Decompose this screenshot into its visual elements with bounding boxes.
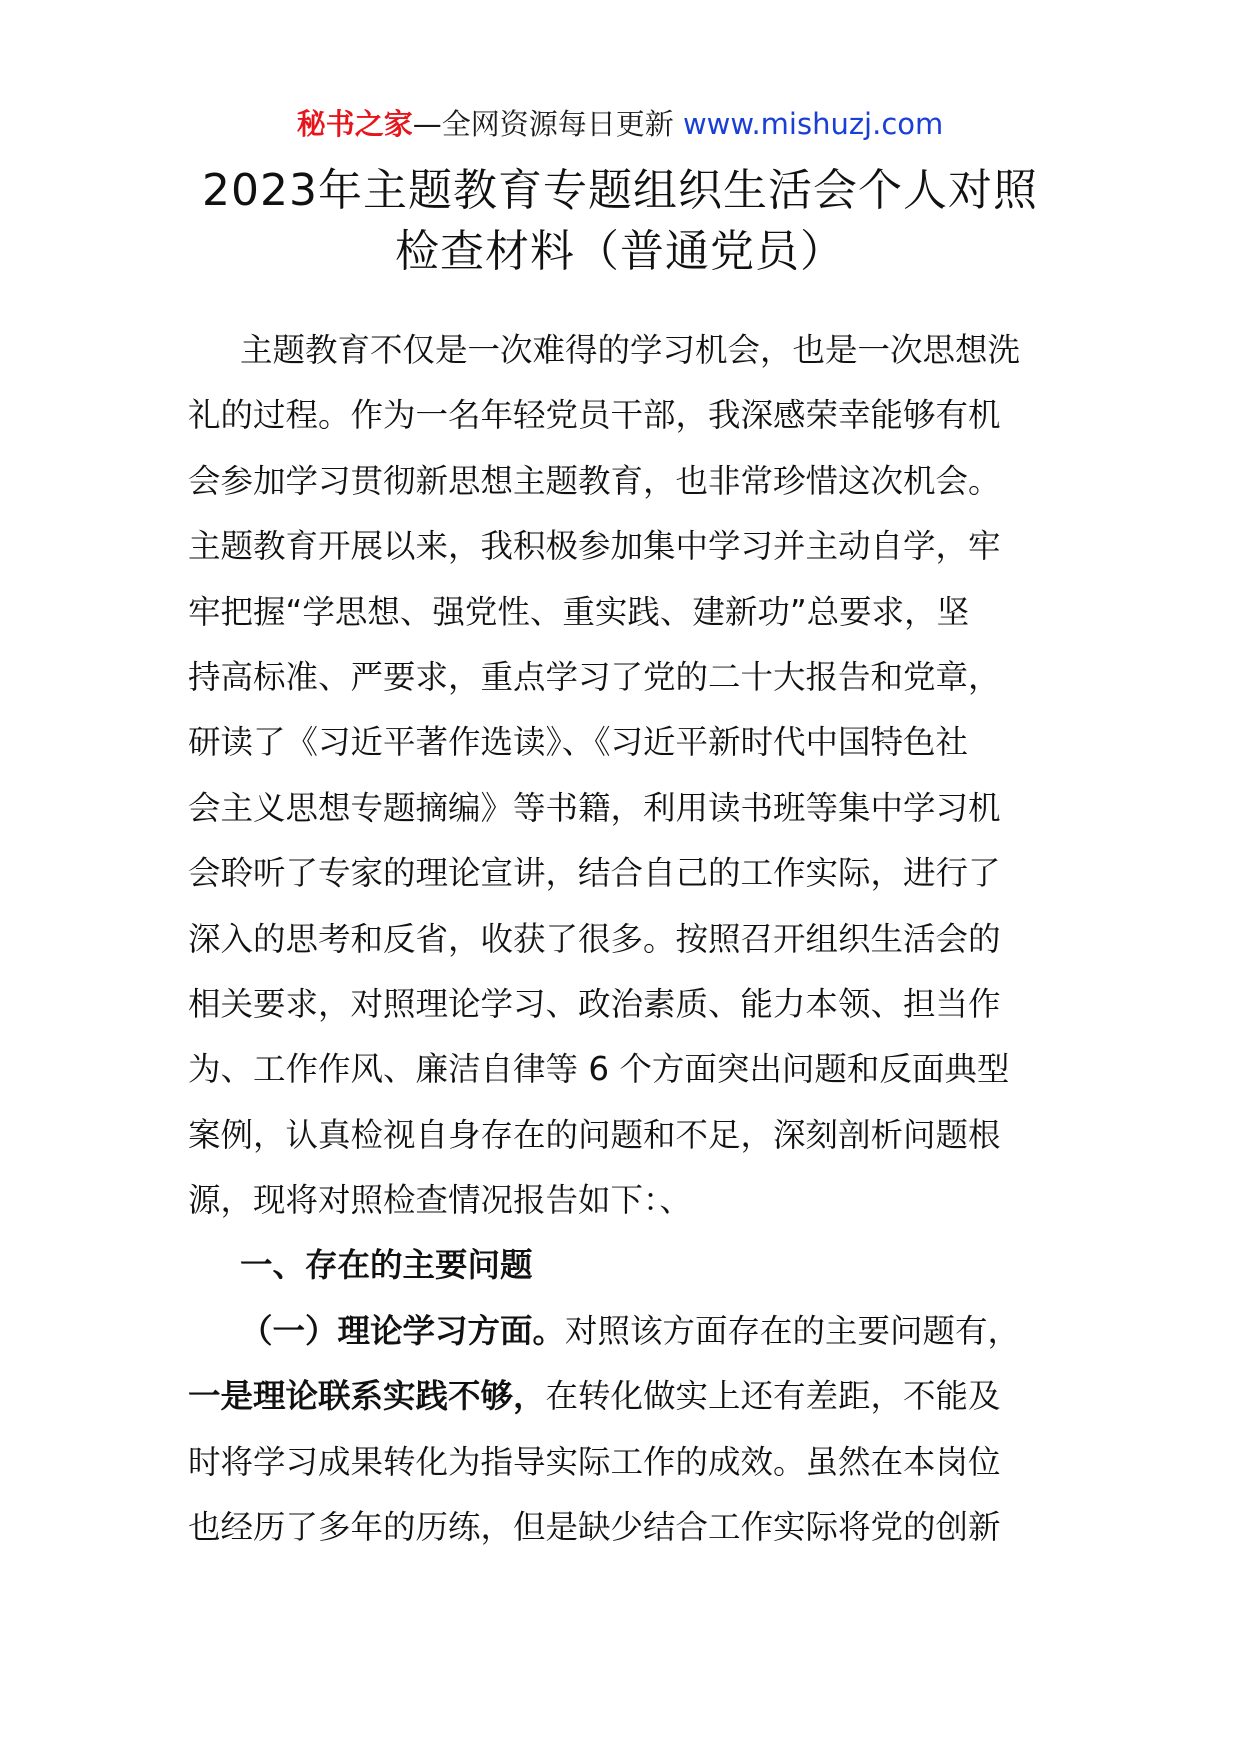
intro-line: 会主义思想专题摘编》等书籍，利用读书班等集中学习机 xyxy=(188,788,1001,827)
section-heading: 一、存在的主要问题 xyxy=(240,1246,533,1285)
intro-line: 为、工作作风、廉洁自律等 6 个方面突出问题和反面典型 xyxy=(188,1050,1010,1089)
subsection-heading: （一）理论学习方面。 xyxy=(240,1311,566,1350)
body-line: 时将学习成果转化为指导实际工作的成效。虽然在本岗位 xyxy=(188,1442,1001,1481)
body-line: 也经历了多年的历练，但是缺少结合工作实际将党的创新 xyxy=(188,1508,1001,1547)
subsection-paragraph xyxy=(188,1299,1054,1364)
document-title xyxy=(150,160,1090,282)
intro-line: 相关要求，对照理论学习、政治素质、能力本领、担当作 xyxy=(188,984,1001,1023)
site-header xyxy=(0,104,1240,144)
intro-line: 源，现将对照检查情况报告如下：、 xyxy=(188,1181,692,1220)
intro-line: 主题教育开展以来，我积极参加集中学习并主动自学，牢 xyxy=(188,527,1001,566)
intro-line: 牢把握“学思想、强党性、重实践、建新功”总要求，坚 xyxy=(188,592,970,631)
site-tagline: —全网资源每日更新 xyxy=(412,107,683,141)
intro-line: 主题教育不仅是一次难得的学习机会，也是一次思想洗 xyxy=(240,331,1021,369)
intro-line: 案例，认真检视自身存在的问题和不足，深刻剖析问题根 xyxy=(188,1115,1001,1154)
intro-line: 会聆听了专家的理论宣讲，结合自己的工作实际，进行了 xyxy=(188,854,1001,893)
site-brand: 秘书之家 xyxy=(296,107,413,141)
intro-line: 持高标准、严要求，重点学习了党的二十大报告和党章， xyxy=(188,657,1001,696)
site-url-link[interactable]: www.mishuzj.com xyxy=(682,107,944,141)
document-body xyxy=(188,318,1054,1560)
intro-line: 深入的思考和反省，收获了很多。按照召开组织生活会的 xyxy=(188,919,1001,958)
subsection-text: 对照该方面存在的主要问题有， xyxy=(565,1311,1021,1350)
title-line-1: 2023年主题教育专题组织生活会个人对照 xyxy=(202,165,1038,216)
intro-line: 研读了《习近平著作选读》、《习近平新时代中国特色社 xyxy=(188,723,969,762)
intro-line: 会参加学习贯彻新思想主题教育，也非常珍惜这次机会。 xyxy=(188,461,1001,500)
point-heading: 一是理论联系实践不够， xyxy=(188,1377,546,1416)
intro-line: 礼的过程。作为一名年轻党员干部，我深感荣幸能够有机 xyxy=(188,396,1001,435)
point-paragraph xyxy=(188,1364,1054,1429)
title-line-2: 检查材料（普通党员） xyxy=(395,226,845,277)
point-text: 在转化做实上还有差距，不能及 xyxy=(545,1377,1001,1416)
